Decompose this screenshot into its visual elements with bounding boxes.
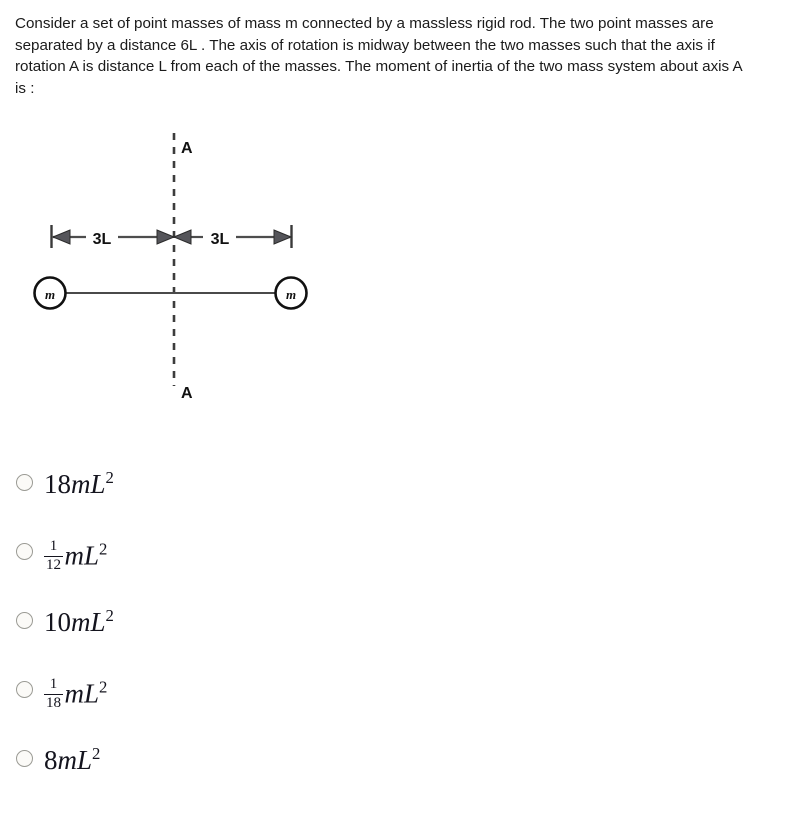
option-5-coefficient: 8: [44, 745, 58, 775]
option-3-mass-symbol: m: [71, 607, 91, 637]
option-3-length-symbol: L: [90, 607, 106, 637]
option-1-exponent: 2: [105, 468, 114, 487]
radio-button-option-1[interactable]: [16, 474, 33, 491]
answer-options-list: [0, 470, 400, 815]
option-1-coefficient: 18: [44, 469, 71, 499]
radio-button-option-2[interactable]: [16, 543, 33, 560]
option-2-denominator: 12: [46, 556, 62, 573]
option-4-denominator: 18: [46, 694, 62, 711]
answer-option-1-label: [44, 470, 114, 498]
dimension-arrowhead-left-outer: [53, 230, 70, 244]
answer-option-1[interactable]: [0, 470, 400, 539]
option-5-exponent: 2: [92, 744, 101, 763]
dimension-arrowhead-right-outer: [274, 230, 291, 244]
option-3-exponent: 2: [105, 606, 114, 625]
answer-option-4[interactable]: [0, 677, 400, 746]
option-2-length-symbol: L: [83, 540, 99, 571]
option-4-fraction: [44, 677, 63, 711]
option-4-numerator: 1: [44, 677, 63, 695]
dimension-arrowhead-right-inner: [174, 230, 191, 244]
radio-button-option-3[interactable]: [16, 612, 33, 629]
answer-option-5-label: [44, 746, 100, 774]
option-4-length-symbol: L: [83, 678, 99, 709]
option-4-mass-symbol: m: [64, 678, 84, 709]
moment-of-inertia-diagram: [0, 120, 360, 410]
option-5-mass-symbol: m: [57, 745, 77, 775]
answer-option-2-label: [44, 539, 107, 573]
option-1-mass-symbol: m: [71, 469, 91, 499]
option-1-length-symbol: L: [90, 469, 106, 499]
option-2-mass-symbol: m: [64, 540, 84, 571]
dimension-arrowhead-left-inner: [157, 230, 174, 244]
answer-option-3[interactable]: [0, 608, 400, 677]
option-2-fraction: [44, 539, 63, 573]
option-4-exponent: 2: [99, 677, 108, 697]
option-5-length-symbol: L: [77, 745, 93, 775]
axis-label-bottom: A: [181, 385, 193, 402]
radio-button-option-4[interactable]: [16, 681, 33, 698]
diagram-svg: [0, 120, 360, 410]
radio-button-option-5[interactable]: [16, 750, 33, 767]
dimension-label-right: 3L: [210, 231, 230, 248]
option-3-coefficient: 10: [44, 607, 71, 637]
answer-option-2[interactable]: [0, 539, 400, 608]
point-mass-right-label: m: [285, 287, 297, 302]
dimension-label-left: 3L: [92, 231, 112, 248]
answer-option-5[interactable]: [0, 746, 400, 815]
question-text: Consider a set of point masses of mass m connected by a massless rigid rod. The two point masses are separated by a distance 6L . The axis of rotation is midway between the two masses such that the axis if rotation A is distance L from each of the masses. The moment of inertia of the two mass system about axis A is :: [15, 15, 742, 97]
point-mass-left-label: m: [44, 287, 56, 302]
axis-label-top: A: [181, 140, 193, 157]
option-2-exponent: 2: [99, 539, 108, 559]
answer-option-3-label: [44, 608, 114, 636]
answer-option-4-label: [44, 677, 107, 711]
option-2-numerator: 1: [44, 539, 63, 557]
